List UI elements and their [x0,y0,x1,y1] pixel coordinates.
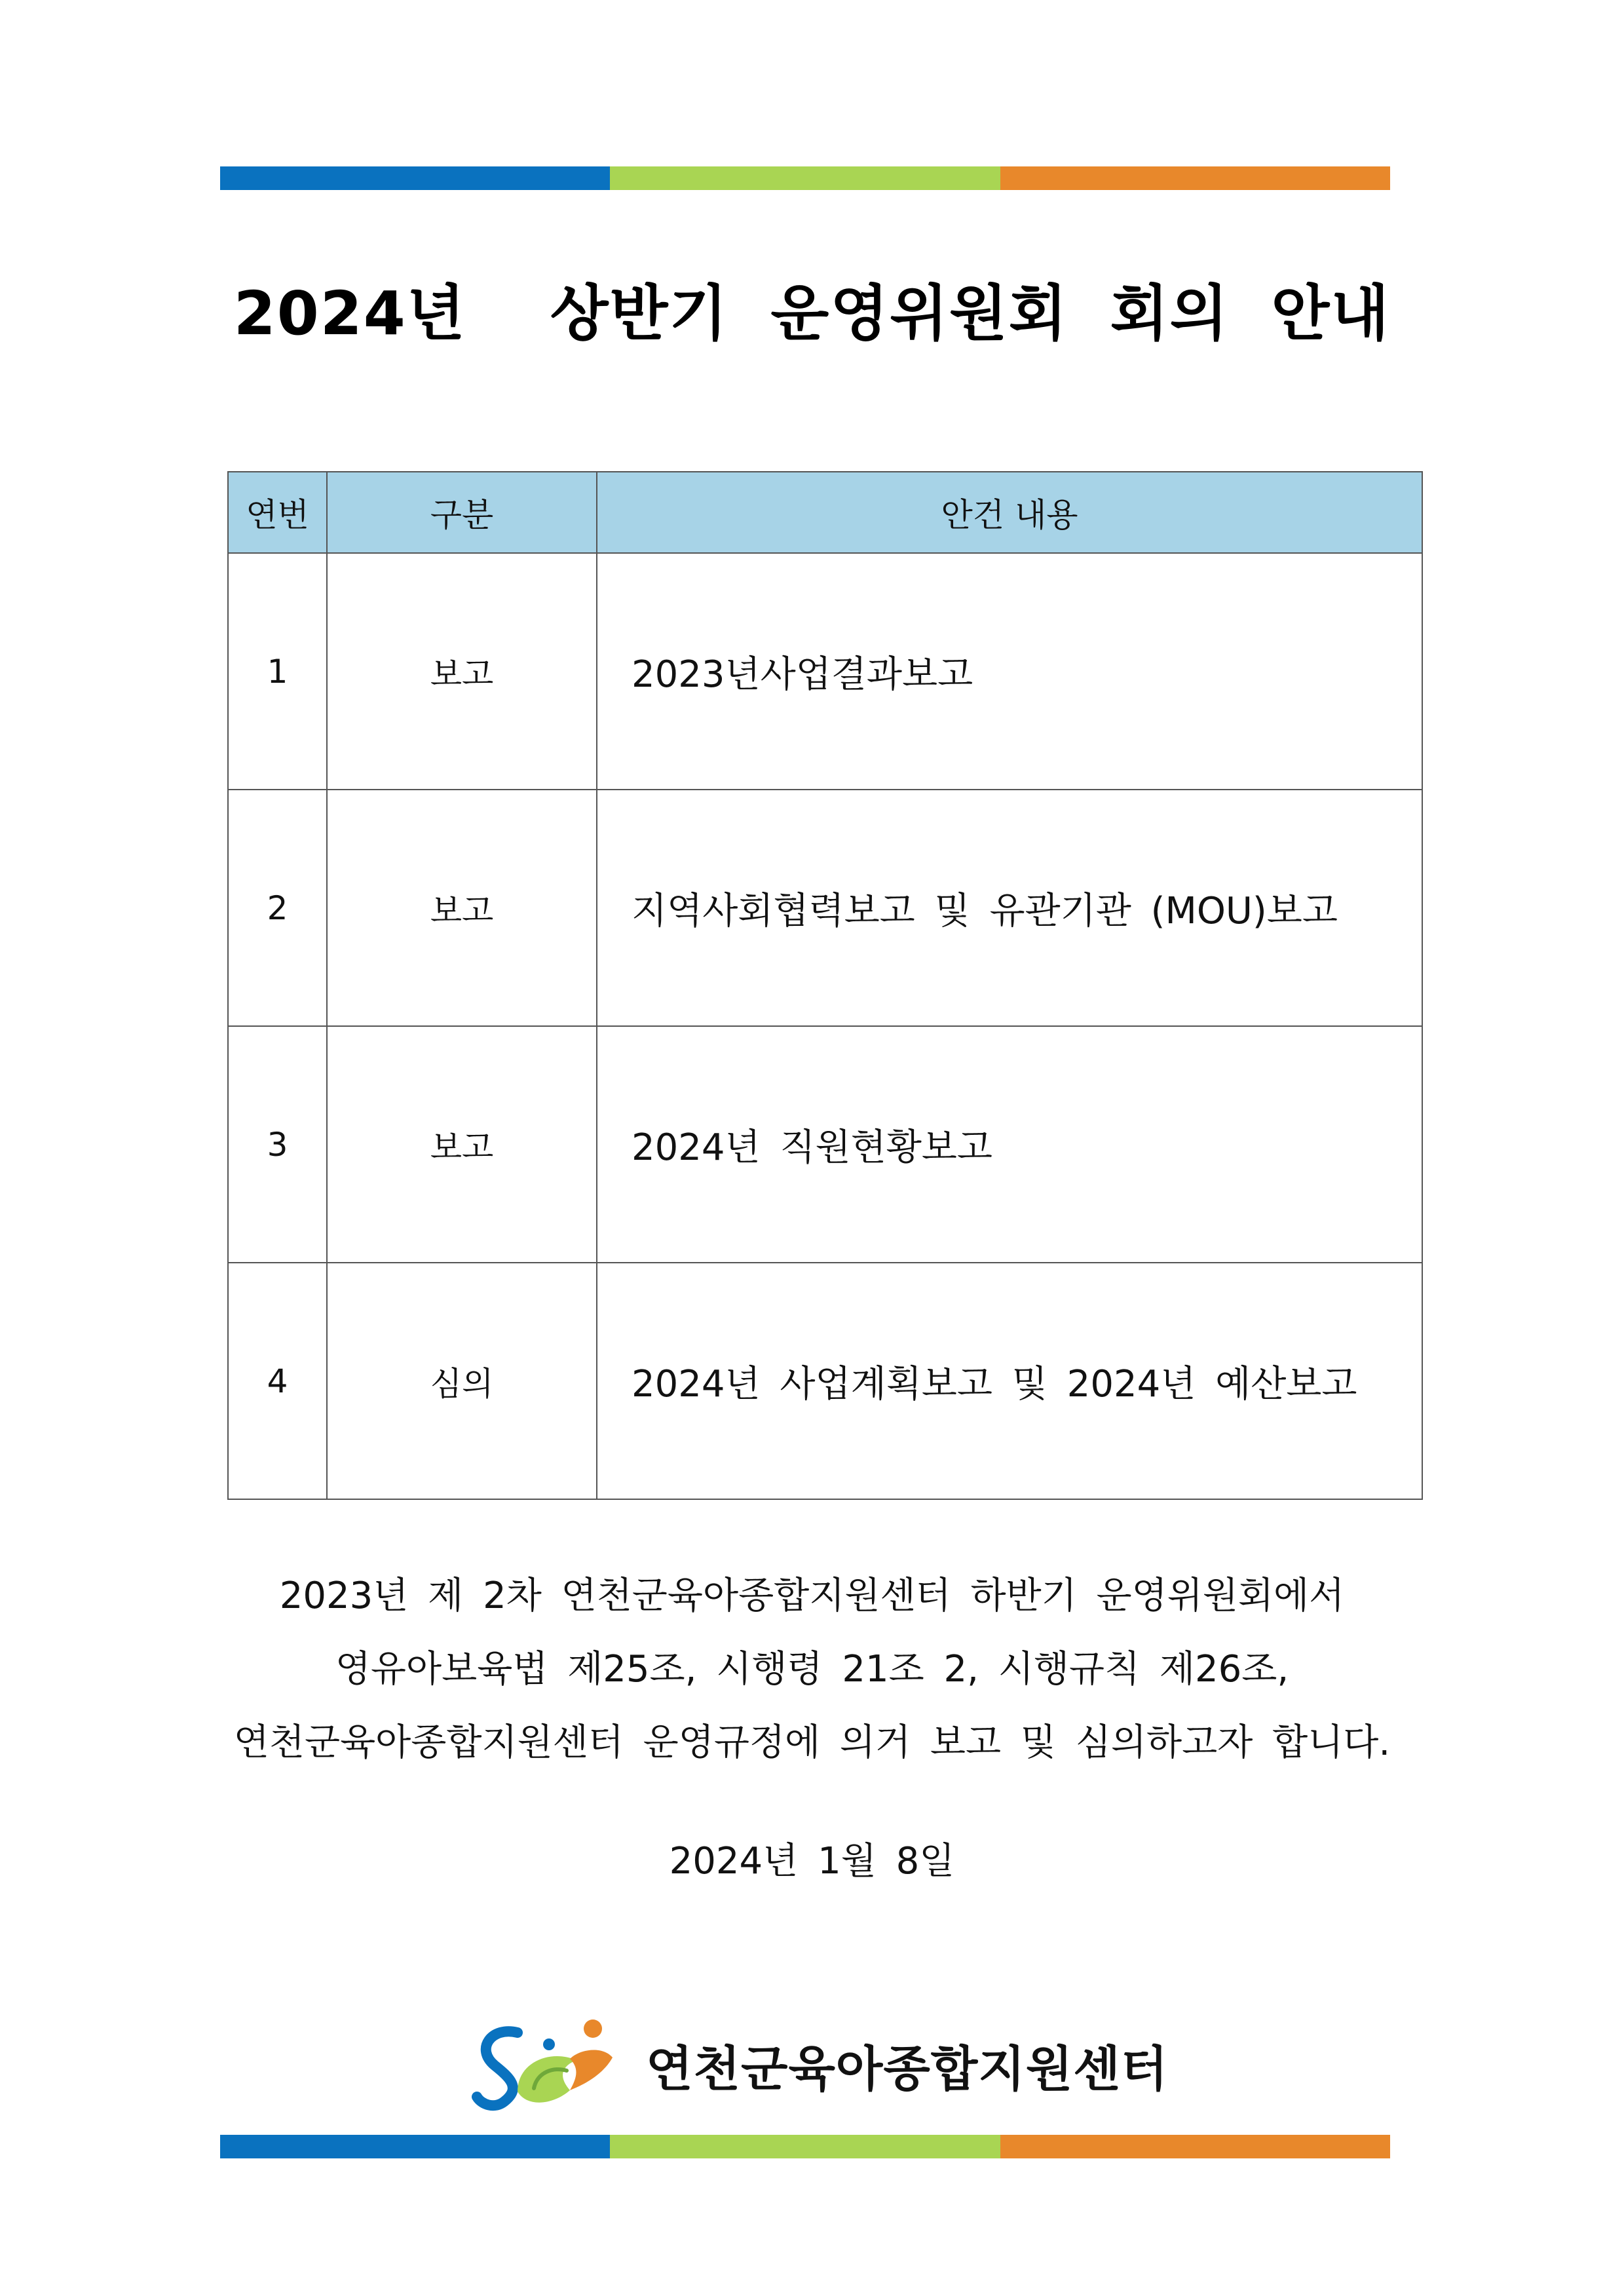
color-bar-blue [220,2135,610,2158]
table-header-row [228,472,1422,553]
row-num: 1 [228,553,327,790]
row-type: 심의 [327,1263,597,1499]
color-bar-orange [1000,166,1390,190]
notice-line: 영유아보육법 제25조, 시행령 21조 2, 시행규칙 제26조, [335,1648,1289,1691]
row-content: 2024년 사업계획보고 및 2024년 예산보고 [597,1263,1422,1499]
organization-name: 연천군육아종합지원센터 [646,2041,1169,2097]
row-type: 보고 [327,790,597,1026]
document-date: 2024년 1월 8일 [669,1840,955,1883]
row-type: 보고 [327,553,597,790]
color-bar-orange [1000,2135,1390,2158]
row-content: 2023년사업결과보고 [597,553,1422,790]
notice-paragraph [0,1559,1624,1780]
footer-logo [472,2013,1168,2118]
row-num: 3 [228,1026,327,1263]
header-content: 안건 내용 [597,472,1422,553]
bottom-color-bar [220,2135,1390,2158]
notice-line: 2023년 제 2차 연천군육아종합지원센터 하반기 운영위원회에서 [279,1575,1345,1617]
color-bar-green [610,166,1000,190]
top-color-bar [220,166,1390,190]
row-num: 2 [228,790,327,1026]
agenda-table [227,471,1423,1500]
row-type: 보고 [327,1026,597,1263]
table-row [228,1263,1422,1499]
row-content: 지역사회협력보고 및 유관기관 (MOU)보고 [597,790,1422,1026]
header-type: 구분 [327,472,597,553]
color-bar-green [610,2135,1000,2158]
table-row [228,1026,1422,1263]
table-row [228,790,1422,1026]
organization-logo-icon [472,2013,622,2118]
table-row [228,553,1422,790]
document-title: 2024년 상반기 운영위원회 회의 안내 [233,278,1391,349]
notice-line: 연천군육아종합지원센터 운영규정에 의거 보고 및 심의하고자 합니다. [233,1721,1391,1764]
header-num: 연번 [228,472,327,553]
row-num: 4 [228,1263,327,1499]
row-content: 2024년 직원현황보고 [597,1026,1422,1263]
color-bar-blue [220,166,610,190]
